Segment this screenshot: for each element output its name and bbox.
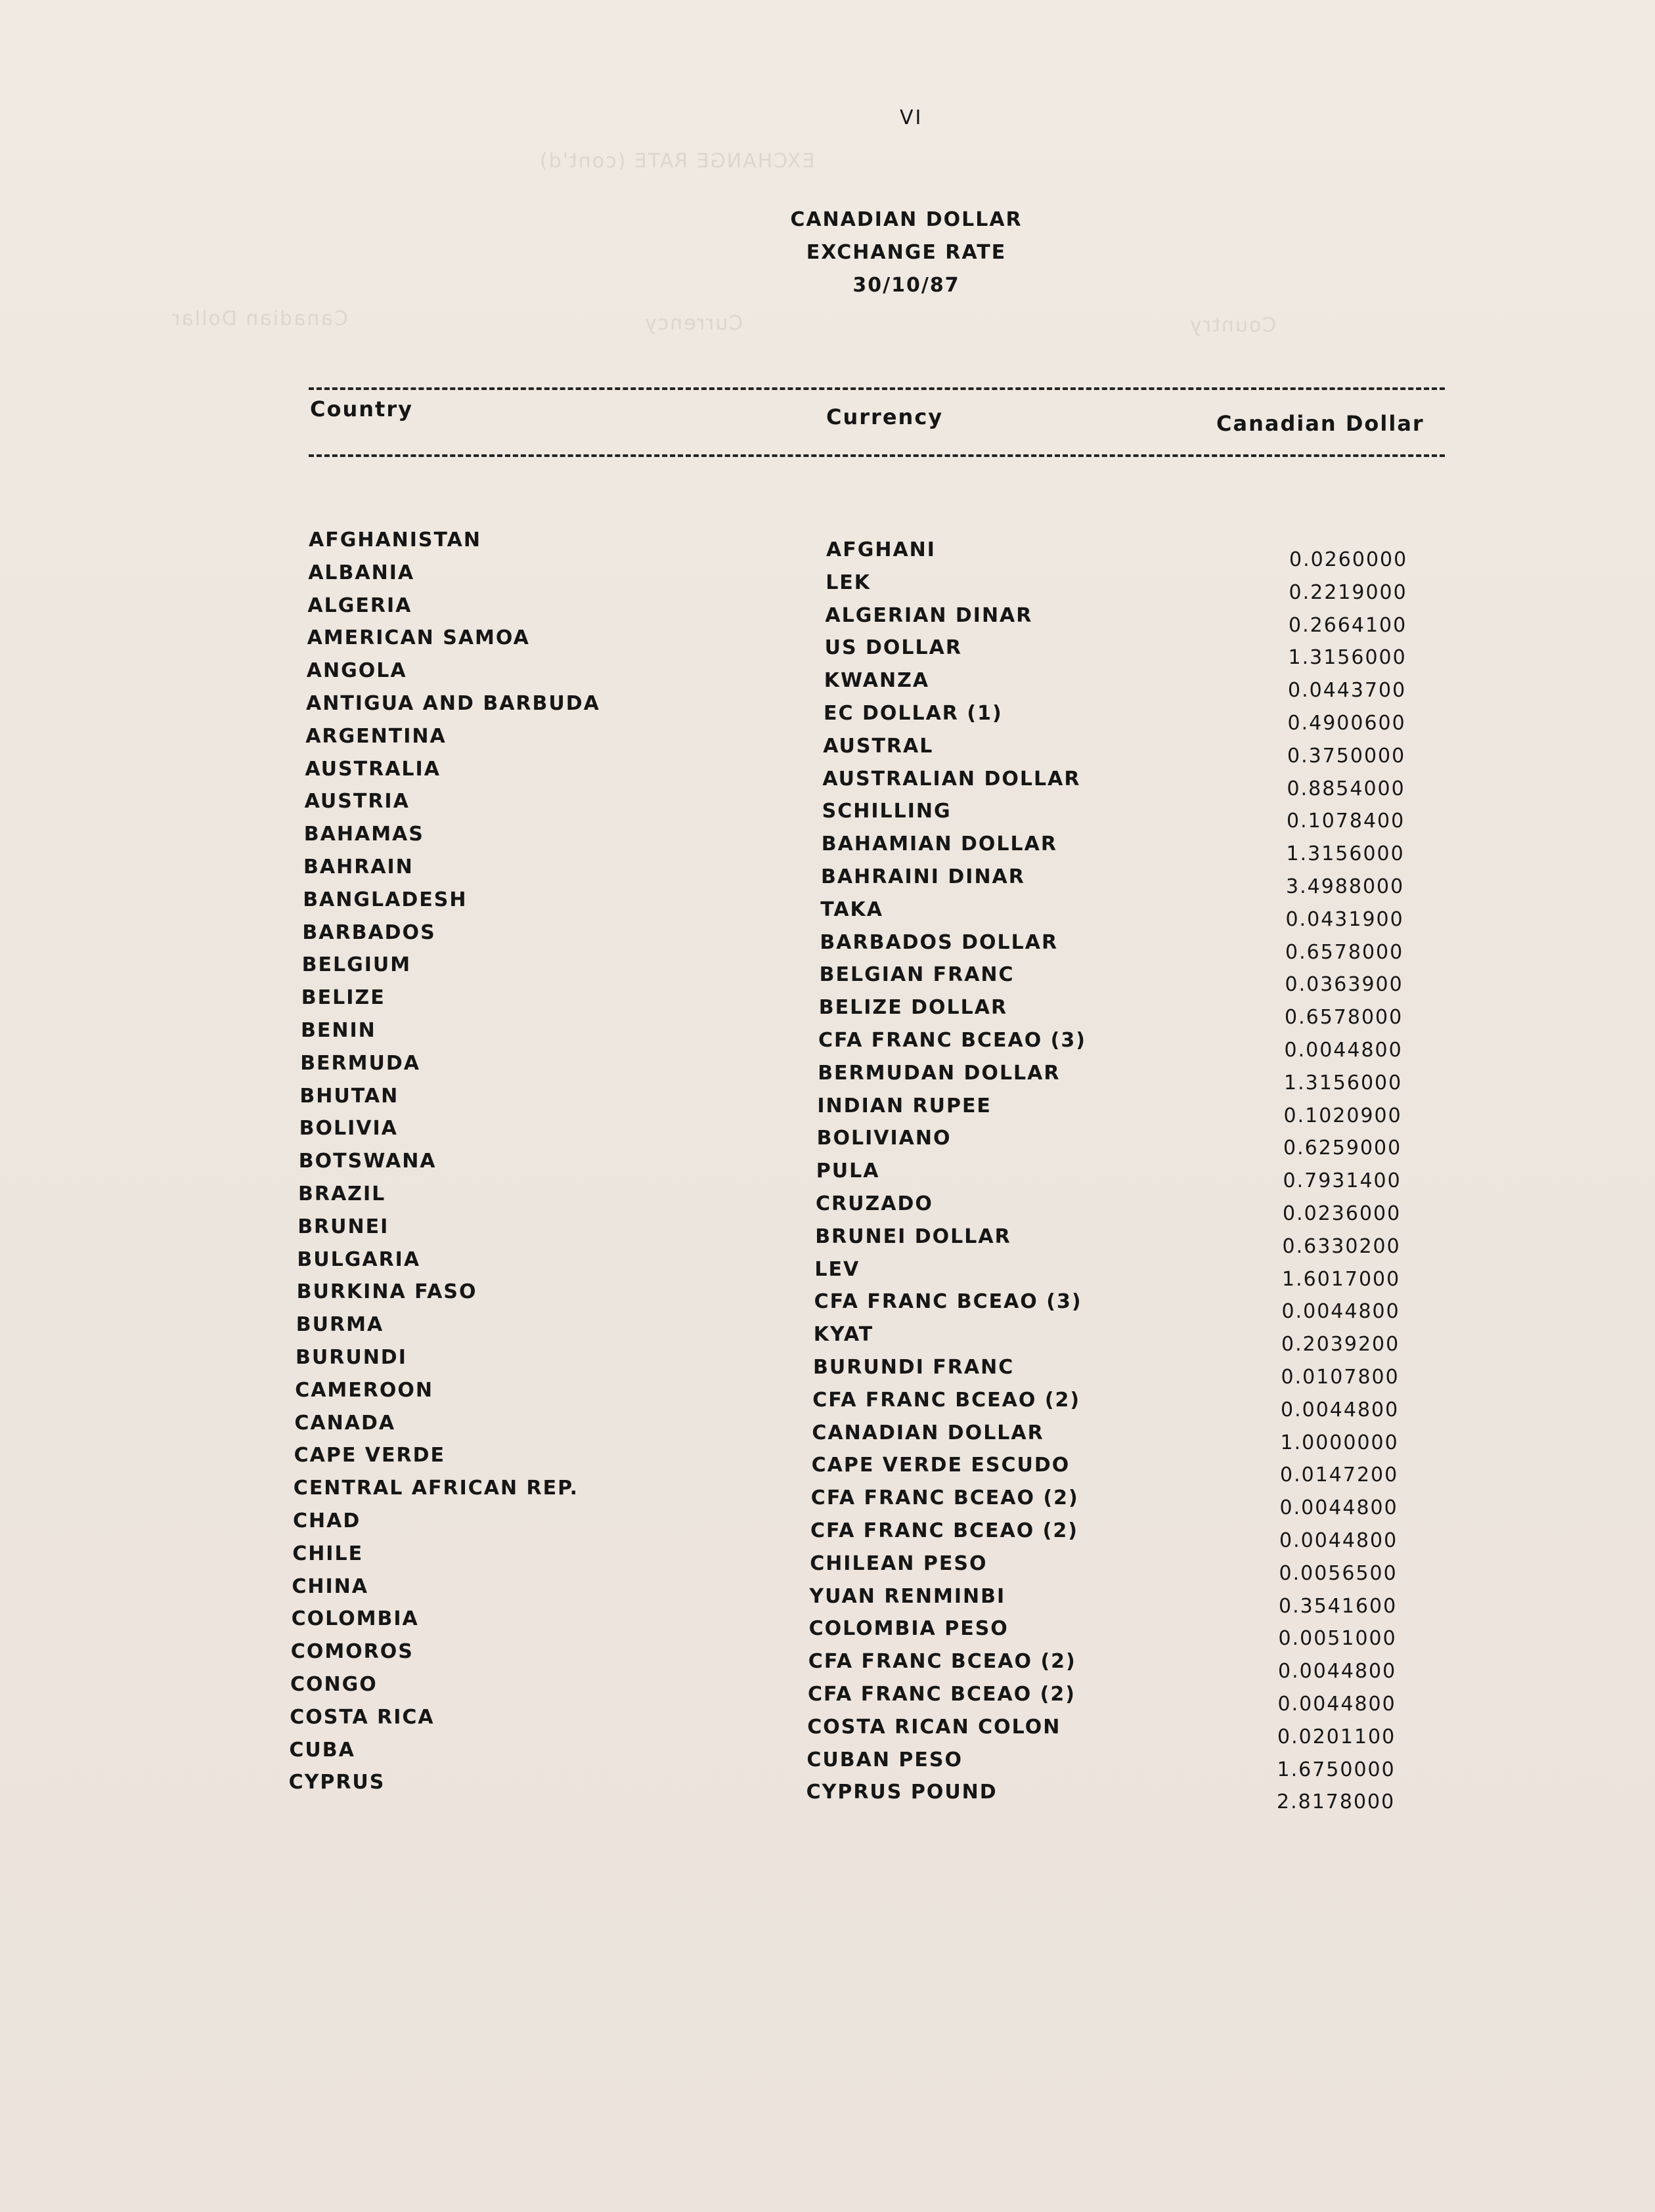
currency-cell: CFA FRANC BCEAO (2) (808, 1650, 1076, 1674)
rate-cell: 1.6750000 (1277, 1758, 1396, 1781)
country-cell: COMOROS (290, 1640, 414, 1664)
column-header-rate: Canadian Dollar (1216, 411, 1424, 436)
heading-title: CANADIAN DOLLAR (790, 208, 1023, 231)
currency-cell: CHILEAN PESO (810, 1551, 988, 1575)
rate-cell: 0.0044800 (1281, 1300, 1400, 1324)
currency-cell: CRUZADO (816, 1192, 933, 1215)
currency-cell: CFA FRANC BCEAO (3) (818, 1029, 1086, 1052)
rate-cell: 0.0044800 (1284, 1039, 1403, 1062)
rate-cell: 0.2219000 (1289, 580, 1407, 604)
country-cell: ARGENTINA (305, 724, 447, 748)
rate-cell: 0.1078400 (1287, 810, 1405, 833)
rate-cell: 0.0044800 (1279, 1529, 1398, 1552)
currency-cell: CFA FRANC BCEAO (3) (814, 1290, 1082, 1314)
currency-cell: YUAN RENMINBI (809, 1584, 1006, 1608)
rate-cell: 0.0056500 (1279, 1561, 1398, 1585)
country-cell: BENIN (301, 1019, 376, 1042)
currency-cell: CFA FRANC BCEAO (2) (810, 1486, 1079, 1510)
country-cell: BRUNEI (298, 1215, 389, 1238)
currency-cell: KWANZA (824, 669, 930, 693)
country-cell: CHILE (292, 1542, 364, 1565)
country-cell: CANADA (294, 1411, 396, 1435)
rate-cell: 0.6259000 (1283, 1137, 1402, 1160)
country-cell: CONGO (290, 1673, 378, 1696)
rate-cell: 0.0443700 (1288, 679, 1407, 703)
country-cell: BURUNDI (296, 1346, 407, 1369)
country-cell: BAHAMAS (303, 823, 424, 846)
currency-cell: CFA FRANC BCEAO (2) (812, 1388, 1081, 1412)
currency-cell: EC DOLLAR (1) (824, 702, 1003, 725)
rate-cell: 0.3750000 (1287, 744, 1406, 768)
country-cell: BHUTAN (299, 1084, 399, 1108)
currency-cell: LEV (814, 1257, 860, 1281)
rate-cell: 0.2664100 (1289, 613, 1407, 637)
currency-cell: US DOLLAR (824, 636, 962, 660)
country-cell: BURKINA FASO (296, 1280, 477, 1304)
currency-cell: BELGIAN FRANC (819, 963, 1015, 987)
country-cell: CAMEROON (295, 1378, 433, 1402)
country-cell: ALBANIA (308, 561, 415, 584)
rate-cell: 0.0147200 (1280, 1464, 1399, 1487)
rate-cell: 0.0051000 (1278, 1627, 1397, 1651)
column-header-country: Country (310, 397, 413, 422)
column-header-currency: Currency (826, 404, 944, 429)
rate-cell: 0.4900600 (1287, 712, 1406, 735)
bleed-through-text: Canadian Dollar (171, 307, 348, 330)
currency-cell: AFGHANI (826, 538, 936, 561)
country-cell: AMERICAN SAMOA (307, 626, 530, 650)
country-cell: CUBA (289, 1738, 355, 1762)
currency-cell: COSTA RICAN COLON (807, 1715, 1061, 1739)
country-cell: AUSTRALIA (305, 757, 441, 781)
rate-cell: 1.3156000 (1284, 1071, 1403, 1095)
rate-cell: 3.4988000 (1286, 875, 1405, 898)
rate-cell: 0.6578000 (1285, 940, 1404, 964)
currency-cell: INDIAN RUPEE (817, 1094, 992, 1117)
rate-cell: 0.0431900 (1285, 907, 1404, 931)
rate-cell: 0.7931400 (1283, 1169, 1401, 1193)
country-cell: CENTRAL AFRICAN REP. (293, 1477, 579, 1500)
country-cell: AFGHANISTAN (309, 529, 481, 552)
currency-cell: CAPE VERDE ESCUDO (811, 1454, 1070, 1477)
country-cell: BELIZE (301, 986, 386, 1010)
currency-cell: BAHRAINI DINAR (821, 865, 1025, 888)
country-cell: ALGERIA (307, 594, 412, 617)
rate-cell: 0.8854000 (1287, 777, 1405, 800)
page-number: VI (900, 106, 923, 129)
country-cell: COSTA RICA (290, 1705, 435, 1729)
currency-cell: BRUNEI DOLLAR (815, 1225, 1011, 1248)
country-cell: COLOMBIA (291, 1607, 419, 1631)
currency-cell: BOLIVIANO (816, 1127, 952, 1150)
rate-cell: 0.0260000 (1289, 548, 1408, 571)
rate-cell: 1.3156000 (1288, 646, 1407, 670)
currency-cell: BELIZE DOLLAR (818, 996, 1008, 1020)
currency-cell: BARBADOS DOLLAR (820, 930, 1059, 954)
rate-cell: 0.0044800 (1278, 1660, 1397, 1683)
country-cell: BULGARIA (297, 1247, 421, 1271)
rate-cell: 0.3541600 (1279, 1594, 1398, 1618)
rate-cell: 0.2039200 (1281, 1333, 1400, 1356)
currency-cell: CYPRUS POUND (806, 1781, 998, 1804)
country-cell: BAHRAIN (303, 856, 414, 878)
rate-cell: 0.0236000 (1283, 1202, 1401, 1225)
currency-cell: BURUNDI FRANC (813, 1356, 1015, 1379)
country-cell: BELGIUM (301, 953, 412, 977)
heading-date: 30/10/87 (852, 274, 960, 297)
rate-cell: 0.0363900 (1285, 973, 1403, 997)
currency-cell: ALGERIAN DINAR (825, 603, 1033, 627)
country-cell: CHINA (292, 1574, 369, 1598)
rate-cell: 0.0107800 (1281, 1366, 1400, 1389)
country-cell: CAPE VERDE (294, 1444, 445, 1467)
currency-cell: CUBAN PESO (806, 1748, 963, 1771)
rate-cell: 0.0044800 (1279, 1496, 1398, 1520)
currency-cell: CANADIAN DOLLAR (812, 1421, 1044, 1444)
heading-subtitle: EXCHANGE RATE (806, 241, 1007, 264)
country-cell: BERMUDA (300, 1051, 420, 1075)
currency-cell: KYAT (813, 1323, 874, 1347)
rate-cell: 0.0044800 (1281, 1398, 1400, 1421)
bleed-through-text: Currency (644, 312, 743, 335)
rate-cell: 0.0044800 (1277, 1693, 1396, 1716)
currency-cell: AUSTRALIAN DOLLAR (822, 767, 1081, 791)
rate-cell: 1.0000000 (1280, 1431, 1399, 1454)
currency-cell: PULA (816, 1160, 880, 1183)
bleed-through-text: EXCHANGE RATE (cont'd) (539, 150, 815, 173)
country-cell: BOLIVIA (299, 1117, 398, 1140)
currency-cell: CFA FRANC BCEAO (2) (808, 1683, 1076, 1706)
currency-cell: BERMUDAN DOLLAR (818, 1061, 1061, 1085)
country-cell: BOTSWANA (298, 1150, 437, 1173)
currency-cell: TAKA (820, 898, 884, 921)
country-cell: AUSTRIA (304, 790, 410, 813)
rate-cell: 0.6578000 (1285, 1006, 1403, 1030)
currency-cell: AUSTRAL (823, 734, 934, 758)
country-cell: BRAZIL (298, 1182, 386, 1205)
rate-cell: 0.0201100 (1277, 1725, 1396, 1748)
country-cell: CYPRUS (288, 1771, 386, 1794)
currency-cell: SCHILLING (822, 800, 952, 823)
currency-cell: BAHAMIAN DOLLAR (821, 833, 1057, 856)
country-cell: BANGLADESH (303, 888, 468, 911)
currency-cell: COLOMBIA PESO (808, 1617, 1009, 1641)
bleed-through-text: Country (1189, 314, 1277, 337)
rate-cell: 2.8178000 (1277, 1790, 1396, 1814)
rate-cell: 1.3156000 (1286, 842, 1405, 866)
rate-cell: 0.1020900 (1283, 1104, 1402, 1127)
rate-cell: 1.6017000 (1282, 1267, 1401, 1291)
country-cell: BURMA (296, 1313, 384, 1337)
country-cell: ANTIGUA AND BARBUDA (306, 692, 600, 715)
currency-cell: CFA FRANC BCEAO (2) (810, 1519, 1078, 1542)
country-cell: BARBADOS (302, 921, 436, 944)
country-cell: CHAD (293, 1509, 361, 1532)
rate-cell: 0.6330200 (1282, 1234, 1401, 1258)
currency-cell: LEK (826, 571, 872, 594)
country-cell: ANGOLA (306, 659, 407, 683)
